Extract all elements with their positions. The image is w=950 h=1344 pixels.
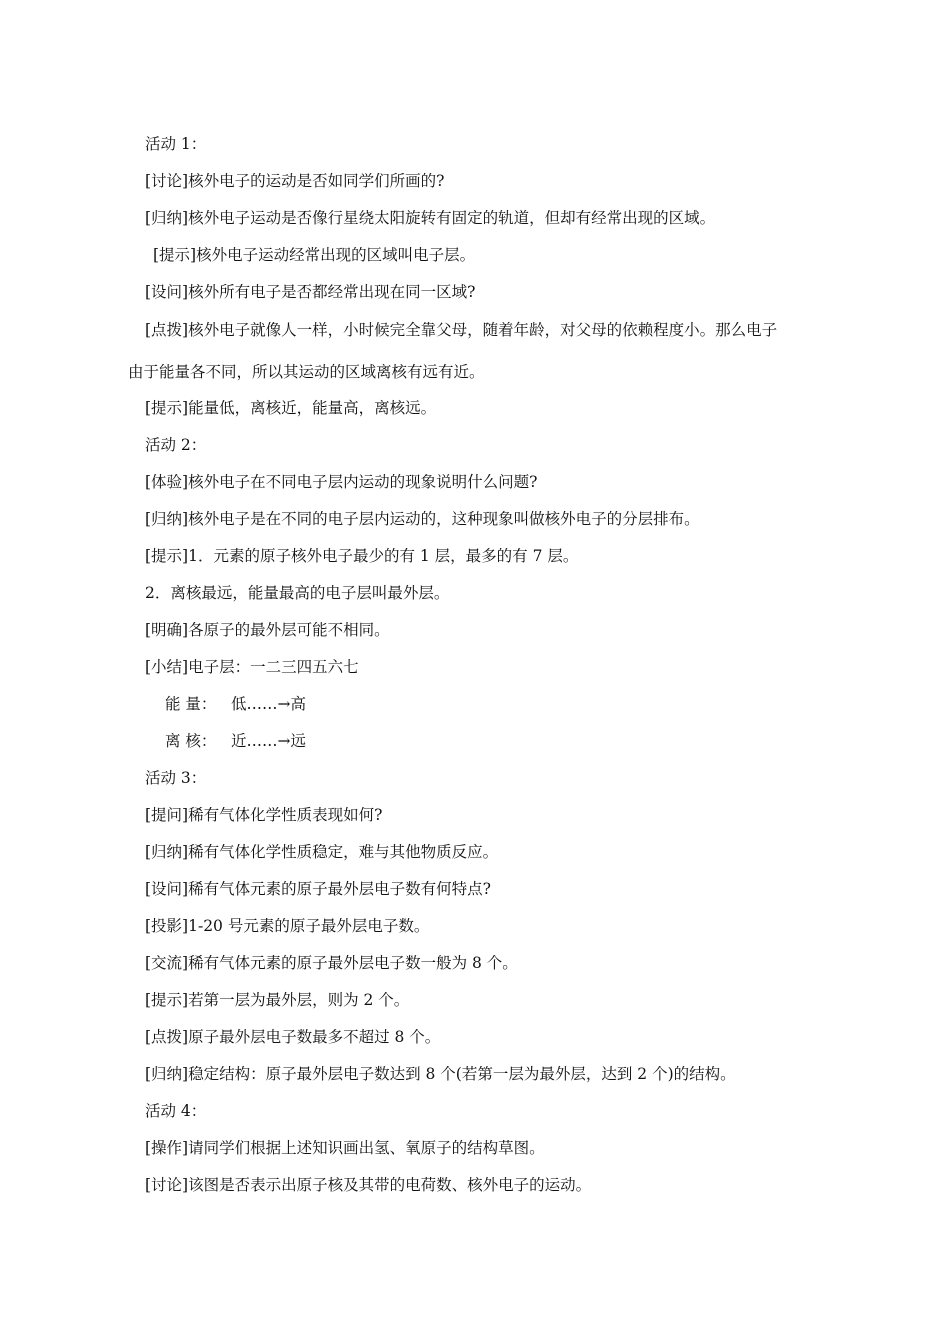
experience-line: [体验]核外电子在不同电子层内运动的现象说明什么问题? bbox=[145, 473, 538, 491]
question-line: [设问]稀有气体元素的原子最外层电子数有何特点? bbox=[145, 880, 491, 898]
summary-line: [归纳]稳定结构：原子最外层电子数达到 8 个(若第一层为最外层，达到 2 个)的结构。 bbox=[145, 1065, 736, 1083]
conclusion-line: [小结]电子层：一二三四五六七 bbox=[145, 658, 359, 676]
projection-line: [投影]1-20 号元素的原子最外层电子数。 bbox=[145, 917, 430, 935]
summary-line: [归纳]核外电子是在不同的电子层内运动的，这种现象叫做核外电子的分层排布。 bbox=[145, 510, 700, 528]
distance-value: 近……→远 bbox=[231, 732, 306, 750]
hint-line: [提示]核外电子运动经常出现的区域叫电子层。 bbox=[153, 246, 476, 264]
discussion-line: [讨论]核外电子的运动是否如同学们所画的? bbox=[145, 172, 445, 190]
activity-3-heading: 活动 3： bbox=[145, 769, 207, 787]
hint-line: [提示]若第一层为最外层，则为 2 个。 bbox=[145, 991, 410, 1009]
hint-line: [提示]能量低，离核近，能量高，离核远。 bbox=[145, 399, 437, 417]
distance-label: 离 核： bbox=[165, 732, 217, 750]
activity-2-heading: 活动 2： bbox=[145, 436, 207, 454]
hint-line-item-2: 2．离核最远，能量最高的电子层叫最外层。 bbox=[145, 584, 450, 602]
guidance-line: [点拨]原子最外层电子数最多不超过 8 个。 bbox=[145, 1028, 441, 1046]
summary-line: [归纳]稀有气体化学性质稳定，难与其他物质反应。 bbox=[145, 843, 499, 861]
clarify-line: [明确]各原子的最外层可能不相同。 bbox=[145, 621, 390, 639]
hint-line: [提示]1．元素的原子核外电子最少的有 1 层，最多的有 7 层。 bbox=[145, 547, 579, 565]
exchange-line: [交流]稀有气体元素的原子最外层电子数一般为 8 个。 bbox=[145, 954, 518, 972]
activity-4-heading: 活动 4： bbox=[145, 1102, 207, 1120]
activity-1-heading: 活动 1： bbox=[145, 135, 207, 153]
distance-row bbox=[165, 731, 306, 751]
energy-value: 低……→高 bbox=[231, 695, 306, 713]
question-line: [设问]核外所有电子是否都经常出现在同一区域? bbox=[145, 283, 476, 301]
guidance-line-continued: 由于能量各不同，所以其运动的区域离核有远有近。 bbox=[128, 363, 485, 381]
operation-line: [操作]请同学们根据上述知识画出氢、氧原子的结构草图。 bbox=[145, 1139, 545, 1157]
summary-line: [归纳]核外电子运动是否像行星绕太阳旋转有固定的轨道，但却有经常出现的区域。 bbox=[145, 209, 716, 227]
guidance-line: [点拨]核外电子就像人一样，小时候完全靠父母，随着年龄，对父母的依赖程度小。那么电子 bbox=[145, 321, 778, 339]
energy-label: 能 量： bbox=[165, 695, 217, 713]
discussion-line: [讨论]该图是否表示出原子核及其带的电荷数、核外电子的运动。 bbox=[145, 1176, 592, 1194]
question-line: [提问]稀有气体化学性质表现如何? bbox=[145, 806, 383, 824]
energy-row bbox=[165, 694, 306, 714]
